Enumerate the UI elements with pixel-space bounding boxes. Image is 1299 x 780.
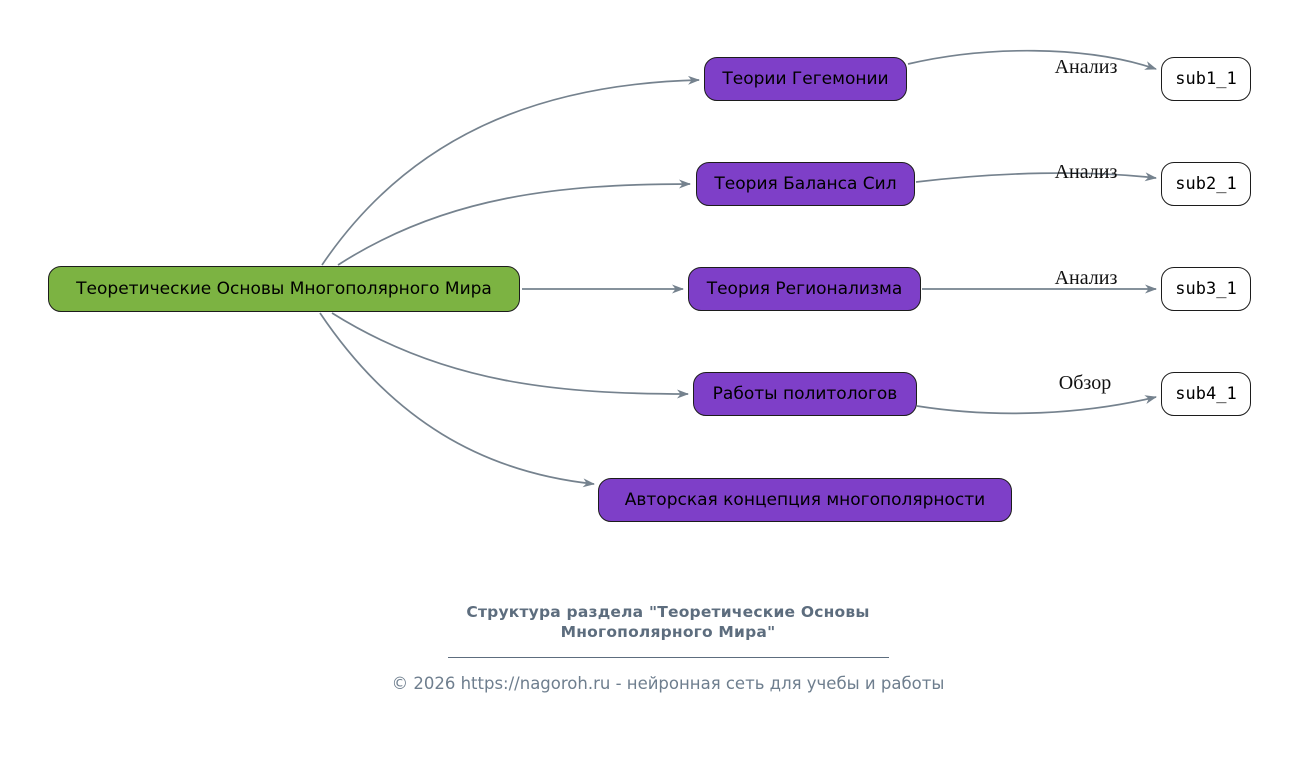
footer-title-line2: Многополярного Мира": [560, 623, 776, 641]
node-sub3-1: sub3_1: [1161, 267, 1251, 311]
edge-label-review: Обзор: [1058, 372, 1112, 394]
node-topic-hegemony: Теории Гегемонии: [704, 57, 907, 101]
node-sub4-1: sub4_1: [1161, 372, 1251, 416]
node-topic-author-concept: Авторская концепция многополярности: [598, 478, 1012, 522]
edge-topic4-sub4: [917, 397, 1156, 413]
node-topic-regionalism: Теория Регионализма: [688, 267, 921, 311]
footer-title: [368, 602, 968, 642]
edge-label-analysis-1: Анализ: [1054, 56, 1118, 78]
edge-root-topic1: [322, 80, 699, 265]
footer: [368, 602, 968, 693]
edge-root-topic4: [332, 313, 688, 394]
edge-label-analysis-2: Анализ: [1054, 161, 1118, 183]
footer-copyright: © 2026 https://nagoroh.ru - нейронная сеть для учебы и работы: [391, 674, 945, 693]
footer-divider: [448, 657, 889, 658]
edge-root-topic2: [338, 184, 690, 265]
node-topic-balance-of-power: Теория Баланса Сил: [696, 162, 915, 206]
node-sub2-1: sub2_1: [1161, 162, 1251, 206]
node-topic-political-scientists: Работы политологов: [693, 372, 917, 416]
footer-title-line1: Структура раздела "Теоретические Основы: [466, 603, 870, 621]
node-sub1-1: sub1_1: [1161, 57, 1251, 101]
edge-label-analysis-3: Анализ: [1054, 267, 1118, 289]
node-root: Теоретические Основы Многополярного Мира: [48, 266, 520, 312]
edge-root-topic5: [320, 313, 594, 484]
